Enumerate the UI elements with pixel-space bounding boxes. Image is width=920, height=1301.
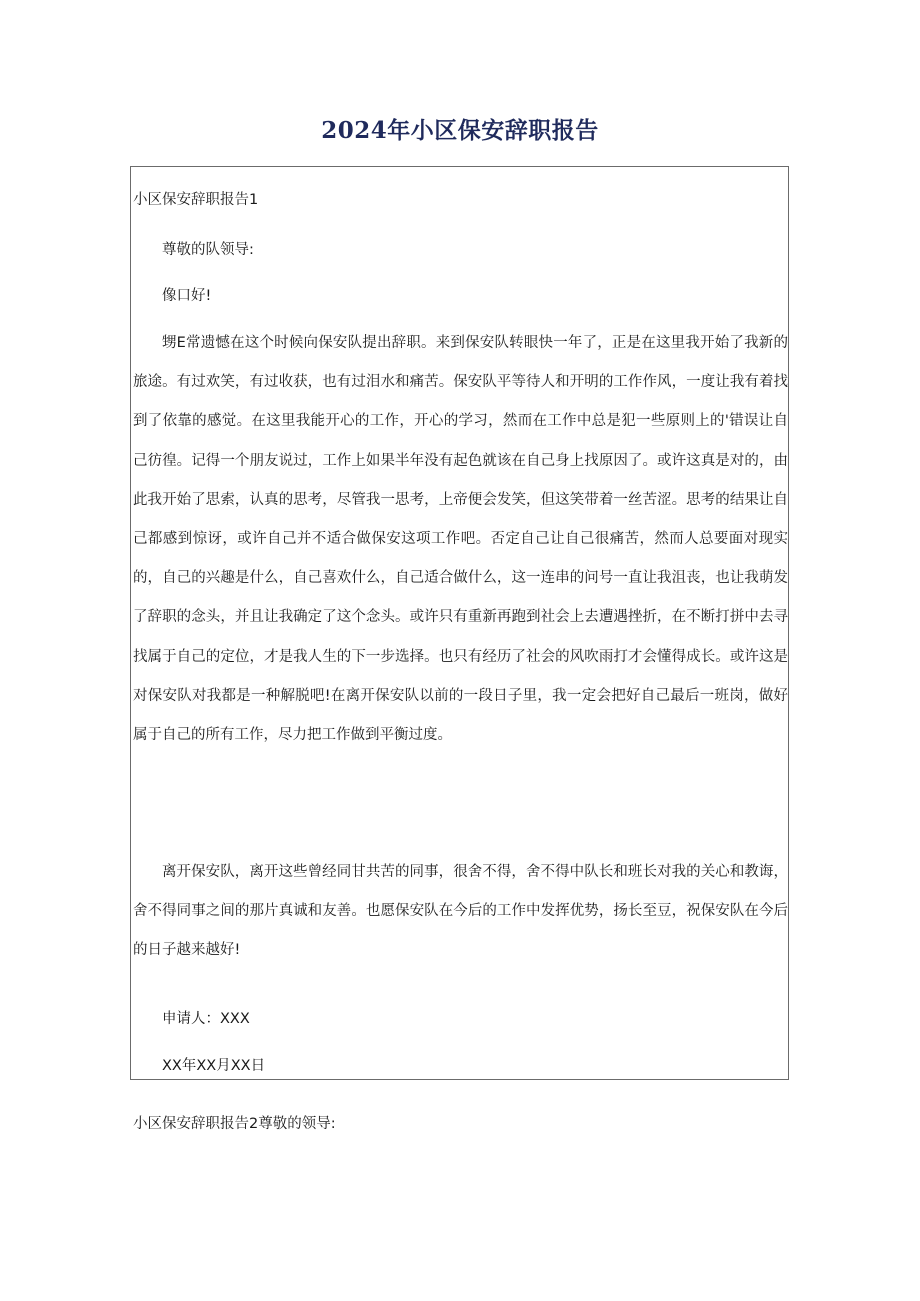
report-1-heading: 小区保安辞职报告1 (133, 192, 259, 208)
body-paragraph-2: 离开保安队，离开这些曾经同甘共苦的同事，很舍不得，舍不得中队长和班长对我的关心和教诲，舍不得同事之间的那片真诚和友善。也愿保安队在今后的工作中发挥优势，扬长至豆，祝保安队在今后的日子越来越好! (133, 864, 788, 959)
salutation: 尊敬的队领导: (162, 242, 254, 258)
greeting: 像口好! (162, 288, 212, 304)
report-date: XX年XX月XX日 (162, 1058, 266, 1074)
body-paragraph-1: 甥E常遗憾在这个时候向保安队提出辞职。来到保安队转眼快一年了，正是在这里我开始了我新的旅途。有过欢笑，有过收获，也有过泪水和痛苦。保安队平等待人和开明的工作作风，一度让我有着找到了依靠的感觉。在这里我能开心的工作，开心的学习，然而在工作中总是犯一些原则上的'错误让自己彷徨。记得一个朋友说过，工作上如果半年没有起色就该在自己身上找原因了。或许这真是对的，由此我开始了思索，认真的思考，尽管我一思考，上帝便会发笑，但这笑带着一丝苦涩。思考的结果让自己都感到惊讶，或许自己并不适合做保安这项工作吧。否定自己让自己很痛苦，然而人总要面对现实的，自己的兴趣是什么，自己喜欢什么，自己适合做什么，这一连串的问号一直让我沮丧，也让我萌发了辞职的念头，并且让我确定了这个念头。或许只有重新再跑到社会上去遭遇挫折，在不断打拼中去寻找属于自己的定位，才是我人生的下一步选择。也只有经历了社会的风吹雨打才会懂得成长。或许这是对保安队对我都是一种解脱吧!在离开保安队以前的一段日子里，我一定会把好自己最后一班岗，做好属于自己的所有工作，尽力把工作做到平衡过度。 (133, 335, 788, 744)
report-2-heading: 小区保安辞职报告2尊敬的领导: (133, 1116, 336, 1132)
applicant-signature: 申请人：XXX (162, 1011, 250, 1027)
document-title: 2024年小区保安辞职报告 (321, 117, 599, 144)
